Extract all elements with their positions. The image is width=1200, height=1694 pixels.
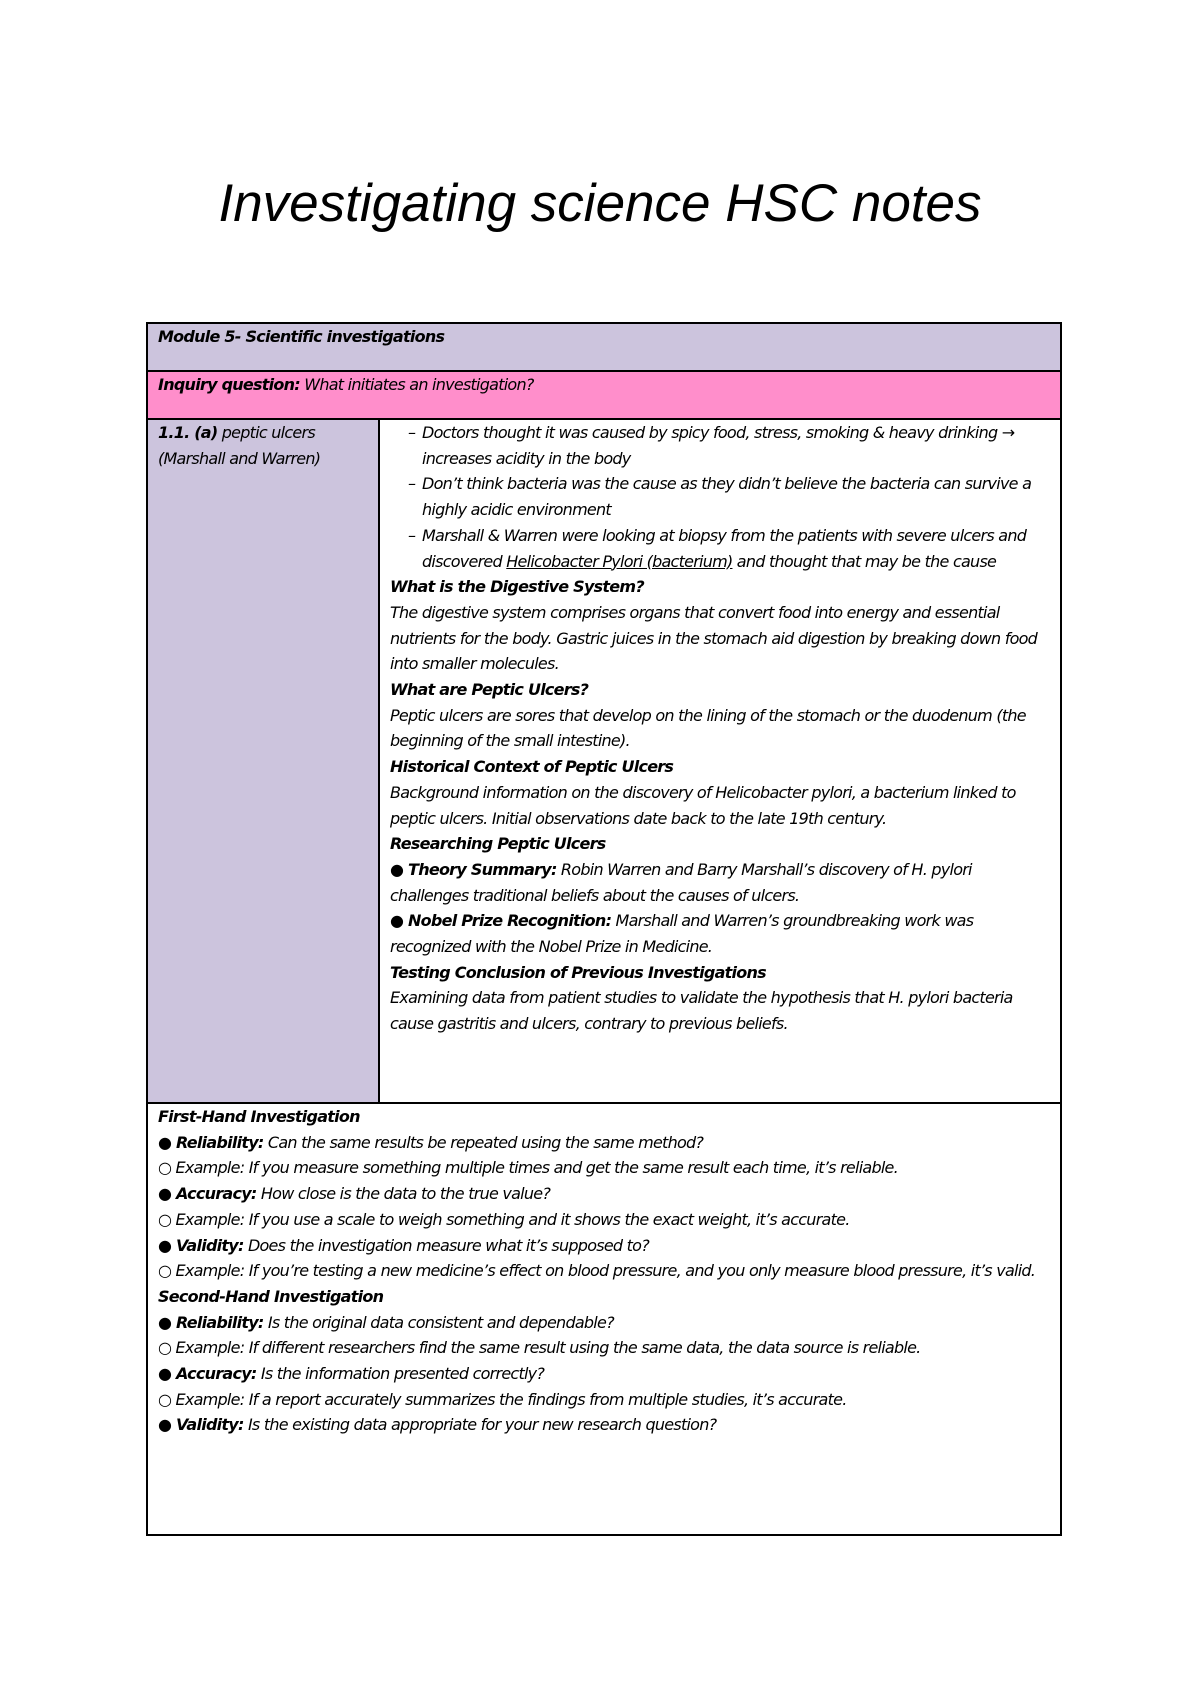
second-accuracy-text: Is the information presented correctly? (256, 1364, 545, 1384)
history-text: Background information on the discovery of Helicobacter pylori, a bacterium linked to peptic ulcers. Initial observations date back to the late 19th century. (390, 782, 1016, 828)
first-reliability-text: Can the same results be repeated using the same method? (263, 1132, 704, 1152)
theory-label: ● Theory Summary: (390, 859, 557, 879)
bullet3-before: Marshall & Warren were looking at biopsy from the patients with severe ulcers and discovered (422, 525, 1027, 571)
inquiry-text: What initiates an investigation? (299, 375, 534, 394)
first-hand-heading: First-Hand Investigation (158, 1107, 360, 1126)
second-accuracy-example: ○ Example: If a report accurately summarizes the findings from multiple studies, it’s accurate. (158, 1389, 847, 1409)
first-reliability (158, 1130, 1050, 1156)
helicobacter-link-text: Helicobacter Pylori (bacterium) (506, 551, 733, 571)
research-heading: Researching Peptic Ulcers (390, 834, 606, 854)
second-reliability-example: ○ Example: If different researchers find the same result using the same data, the data source is reliable. (158, 1338, 921, 1358)
bullet3-after: and thought that may be the cause (732, 551, 997, 571)
theory-summary (390, 857, 1050, 908)
topic-text: peptic ulcers (Marshall and Warren) (158, 423, 321, 468)
second-validity-text: Is the existing data appropriate for your new research question? (243, 1415, 717, 1435)
second-accuracy-label: ● Accuracy: (158, 1364, 257, 1384)
list-item: – Don’t think bacteria was the cause as they didn’t believe the bacteria can survive a highly acidic environment (390, 471, 1050, 522)
first-reliability-label: ● Reliability: (158, 1132, 264, 1152)
digestive-text: The digestive system comprises organs that convert food into energy and essential nutrients for the body. Gastric juices in the stomach aid digestion by breaking down food into smaller molecules. (390, 602, 1038, 674)
second-reliability-label: ● Reliability: (158, 1312, 264, 1332)
first-accuracy-label: ● Accuracy: (158, 1184, 257, 1204)
notes-table (146, 322, 1062, 1536)
first-validity-label: ● Validity: (158, 1235, 244, 1255)
first-accuracy-example: ○ Example: If you use a scale to weigh something and it shows the exact weight, it’s accurate. (158, 1209, 850, 1229)
document-title: Investigating science HSC notes (218, 174, 982, 233)
second-accuracy (158, 1361, 1050, 1387)
first-accuracy (158, 1181, 1050, 1207)
testing-heading: Testing Conclusion of Previous Investigations (390, 962, 766, 982)
nobel-label: ● Nobel Prize Recognition: (390, 911, 612, 931)
first-validity-text: Does the investigation measure what it’s supposed to? (243, 1235, 649, 1255)
digestive-heading: What is the Digestive System? (390, 577, 644, 597)
first-validity-example: ○ Example: If you’re testing a new medicine’s effect on blood pressure, and you only measure blood pressure, it’s valid. (158, 1261, 1036, 1281)
list-item: – Doctors thought it was caused by spicy food, stress, smoking & heavy drinking → increases acidity in the body (390, 420, 1050, 471)
first-reliability-example: ○ Example: If you measure something multiple times and get the same result each time, it’s reliable. (158, 1158, 898, 1178)
peptic-content-cell (379, 419, 1061, 1103)
first-accuracy-text: How close is the data to the true value? (256, 1184, 551, 1204)
second-validity (158, 1412, 1050, 1438)
ulcers-text: Peptic ulcers are sores that develop on the lining of the stomach or the duodenum (the beginning of the small intestine). (390, 705, 1026, 751)
module-header-row (147, 323, 1061, 371)
topic-cell (147, 419, 379, 1103)
nobel-recognition (390, 908, 1050, 959)
second-hand-heading: Second-Hand Investigation (158, 1286, 384, 1306)
testing-text: Examining data from patient studies to validate the hypothesis that H. pylori bacteria cause gastritis and ulcers, contrary to previous beliefs. (390, 988, 1013, 1034)
theory-text: Robin Warren and Barry Marshall’s discovery of H. pylori challenges traditional beliefs about the causes of ulcers. (390, 859, 972, 905)
history-heading: Historical Context of Peptic Ulcers (390, 757, 674, 777)
first-validity (158, 1233, 1050, 1259)
topic-number: 1.1. (a) (158, 423, 218, 442)
peptic-ulcers-row (147, 419, 1061, 1103)
list-item (390, 523, 1050, 574)
inquiry-row (147, 371, 1061, 419)
inquiry-question (147, 371, 1061, 419)
second-reliability-text: Is the original data consistent and dependable? (263, 1312, 614, 1332)
investigation-cell (147, 1103, 1061, 1535)
investigation-row (147, 1103, 1061, 1535)
second-validity-label: ● Validity: (158, 1415, 244, 1435)
ulcers-heading: What are Peptic Ulcers? (390, 680, 589, 700)
inquiry-label: Inquiry question: (158, 375, 300, 394)
module-header: Module 5- Scientific investigations (147, 323, 1061, 371)
nobel-text: Marshall and Warren’s groundbreaking work was recognized with the Nobel Prize in Medicine. (390, 911, 974, 957)
second-reliability (158, 1310, 1050, 1336)
peptic-bullet-list (390, 420, 1050, 574)
